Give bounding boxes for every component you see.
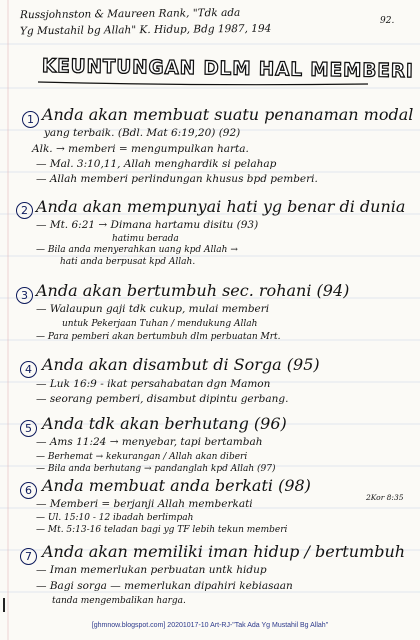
point-6-line-1: — Memberi = berjanji Allah memberkati (36, 498, 253, 510)
point-2-line-3: — Bila anda menyerahkan uang kpd Allah → (36, 245, 238, 255)
page-title: KEUNTUNGAN DLM HAL MEMBERI (41, 55, 414, 83)
side-note: 2Kor 8:35 (366, 493, 404, 502)
point-5-heading: Anda tdk akan berhutang (96) (42, 414, 287, 433)
point-3-heading: Anda akan bertumbuh sec. rohani (94) (36, 281, 350, 300)
point-7-line-1: — Iman memerlukan perbuatan untk hidup (36, 564, 267, 576)
point-2-line-2: hatimu berada (112, 234, 179, 244)
point-7-line-3: tanda mengembalikan harga. (52, 596, 186, 606)
margin-mark (3, 598, 5, 612)
point-6-line-2: — Ul. 15:10 - 12 ibadah berlimpah (36, 513, 194, 523)
point-4-line-2: — seorang pemberi, disambut dipintu gerbang. (36, 393, 289, 405)
point-number-1: 1 (22, 111, 39, 128)
point-number-5: 5 (20, 420, 37, 437)
point-number-4: 4 (20, 361, 37, 378)
point-1-line-1: Alk. → memberi = mengumpulkan harta. (32, 143, 249, 155)
point-3-line-1: — Walaupun gaji tdk cukup, mulai memberi (36, 303, 270, 315)
point-1-heading: Anda akan membuat suatu penanaman modal (42, 105, 414, 124)
point-7-line-2: — Bagi sorga — memerlukan dipahiri kebiasaan (36, 580, 293, 592)
point-number-6: 6 (20, 482, 37, 499)
footer-source: [ghmnow.blogspot.com] 20201017-10 Art-RJ-"Tak Ada Yg Mustahil Bg Allah" (91, 622, 329, 629)
point-6-heading: Anda membuat anda berkati (98) (42, 476, 311, 495)
point-3-line-3: — Para pemberi akan bertumbuh dlm perbuatan Mrt. (36, 332, 281, 342)
point-3-line-2: untuk Pekerjaan Tuhan / mendukung Allah (62, 319, 258, 329)
point-2-heading: Anda akan mempunyai hati yg benar di dunia (36, 197, 406, 216)
point-number-3: 3 (16, 287, 33, 304)
point-6-line-3: — Mt. 5:13-16 teladan bagi yg TF lebih tekun memberi (36, 525, 288, 535)
point-4-line-1: — Luk 16:9 - ikat persahabatan dgn Mamon (36, 378, 271, 390)
source-line-1: Russjohnston & Maureen Rank, "Tdk ada (19, 6, 241, 22)
point-1-line-3: — Allah memberi perlindungan khusus bpd pemberi. (36, 173, 318, 185)
point-2-line-4: hati anda berpusat kpd Allah. (60, 257, 196, 267)
point-5-line-3: — Bila anda berhutang → pandanglah kpd Allah (97) (36, 464, 276, 474)
point-1-heading-cont: yang terbaik. (Bdl. Mat 6:19,20) (92) (44, 127, 241, 139)
page-reference: 92. (380, 16, 395, 26)
point-2-line-1: — Mt. 6:21 → Dimana hartamu disitu (93) (36, 219, 259, 231)
point-4-heading: Anda akan disambut di Sorga (95) (42, 355, 320, 374)
source-line-2: Yg Mustahil bg Allah" K. Hidup, Bdg 1987, 194 (19, 22, 272, 38)
point-7-heading: Anda akan memiliki iman hidup / bertumbuh (42, 542, 406, 561)
point-5-line-2: — Berhemat → kekurangan / Allah akan diberi (36, 452, 248, 462)
point-1-line-2: — Mal. 3:10,11, Allah menghardik si pelahap (36, 158, 277, 170)
point-5-line-1: — Ams 11:24 → menyebar, tapi bertambah (36, 436, 263, 448)
point-number-7: 7 (20, 548, 37, 565)
point-number-2: 2 (16, 202, 33, 219)
